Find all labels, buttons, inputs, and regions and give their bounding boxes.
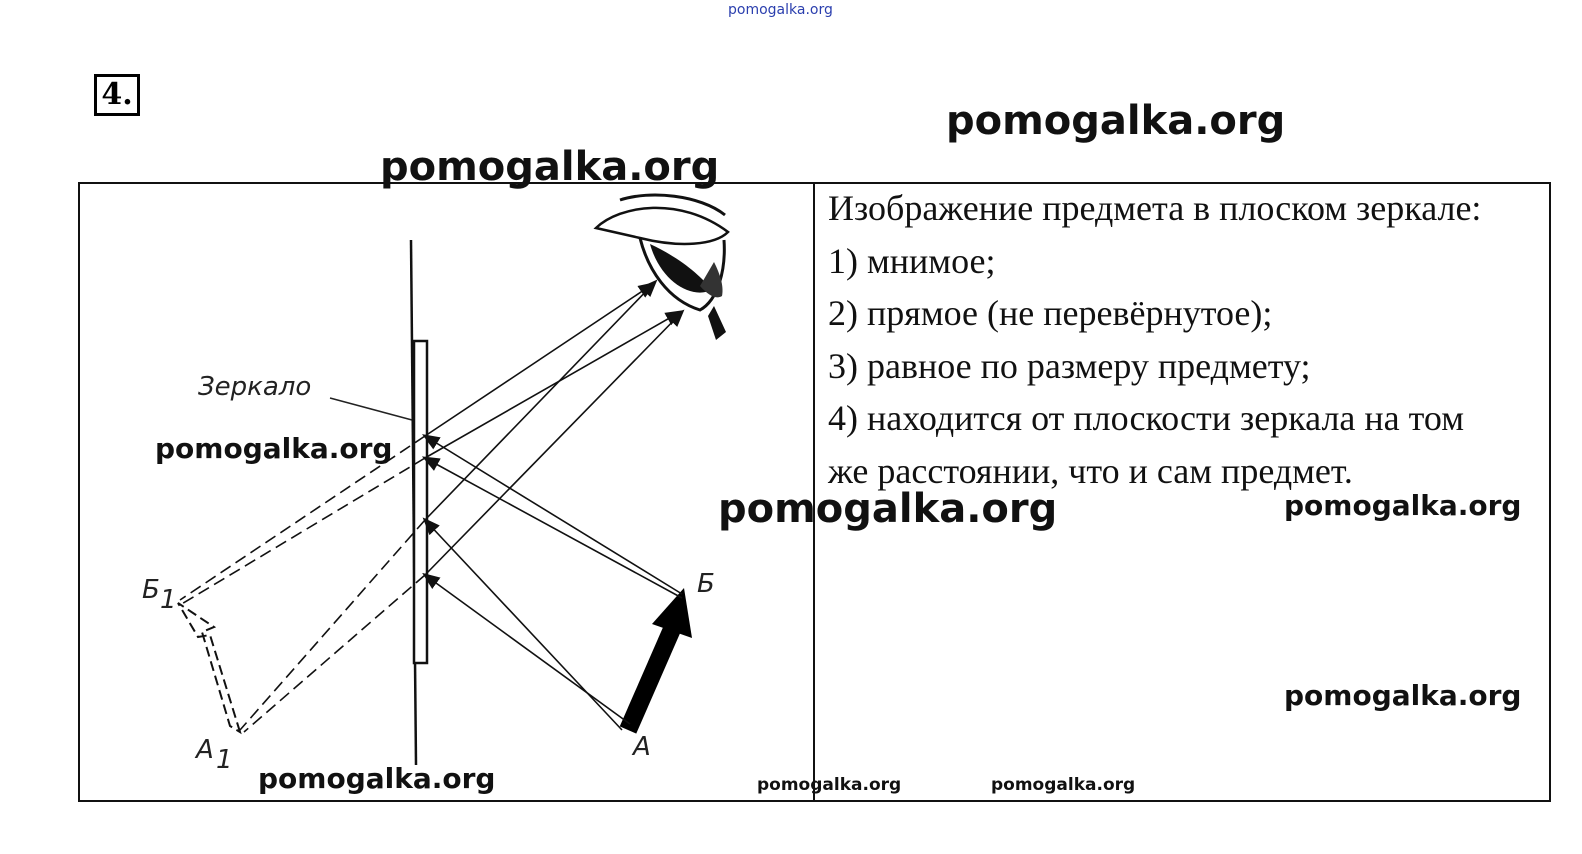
object-arrow-shaft — [628, 620, 676, 730]
watermark-8: pomogalka.org — [757, 775, 902, 795]
problem-number: 4. — [94, 74, 140, 116]
answer-text — [828, 182, 1540, 497]
virtual-ray-2 — [180, 458, 425, 605]
watermark-7: pomogalka.org — [258, 762, 496, 795]
virtual-ray-4 — [244, 575, 425, 732]
answer-item-5: же расстоянии, что и сам предмет. — [828, 450, 1353, 491]
answer-item-1: 1) мнимое; — [828, 240, 996, 281]
object-arrow-head — [652, 588, 692, 638]
label-b1-subscript: 1 — [160, 585, 177, 615]
watermark-6: pomogalka.org — [1284, 679, 1522, 712]
watermark-5: pomogalka.org — [1284, 489, 1522, 522]
watermark-1: pomogalka.org — [946, 98, 1286, 144]
ray-a-2 — [425, 575, 630, 724]
image-arrow — [178, 603, 240, 732]
answer-heading: Изображение предмета в плоском зеркале: — [828, 188, 1482, 228]
reflected-ray-4 — [425, 312, 682, 575]
label-a1-subscript: 1 — [216, 745, 233, 775]
answer-item-2: 2) прямое (не перевёрнутое); — [828, 293, 1273, 333]
reflected-ray-2 — [425, 312, 680, 458]
watermark-4: pomogalka.org — [718, 486, 1058, 532]
answer-item-4: 4) находится от плоскости зеркала на том — [828, 398, 1464, 438]
mirror-label: Зеркало — [198, 372, 312, 402]
watermark-top: pomogalka.org — [728, 2, 833, 18]
label-b1-image: Б — [142, 575, 160, 605]
label-a-object: А — [633, 732, 651, 762]
watermark-3: pomogalka.org — [155, 432, 393, 465]
reflected-ray-3 — [425, 282, 655, 520]
ray-b-1 — [425, 436, 682, 594]
mirror-label-pointer — [330, 398, 412, 420]
watermark-9: pomogalka.org — [991, 775, 1136, 795]
label-b-object: Б — [697, 569, 715, 599]
reflected-ray-1 — [425, 284, 653, 436]
eye-icon — [596, 195, 728, 340]
label-a1-image: А — [196, 735, 214, 765]
watermark-2: pomogalka.org — [380, 144, 720, 190]
ray-a-1 — [425, 520, 622, 730]
mirror-glass — [414, 341, 427, 663]
answer-item-3: 3) равное по размеру предмету; — [828, 345, 1311, 386]
